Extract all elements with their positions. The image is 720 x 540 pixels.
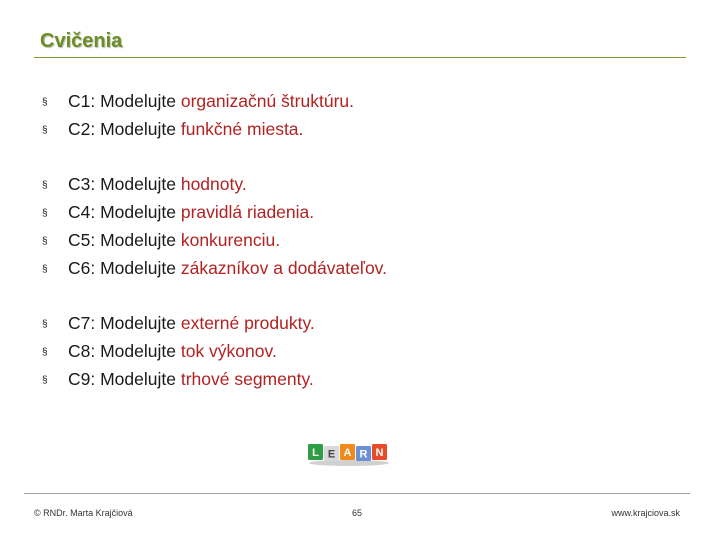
learn-block bbox=[340, 444, 355, 460]
title-divider bbox=[34, 57, 686, 58]
bullet-item bbox=[42, 339, 682, 367]
slide-title: Cvičenia bbox=[40, 30, 123, 52]
bullet-group bbox=[42, 311, 682, 395]
bullet-icon: § bbox=[42, 264, 48, 275]
bullet-highlight: trhové segmenty. bbox=[180, 369, 314, 389]
learn-block bbox=[324, 446, 339, 461]
bullet-group bbox=[42, 89, 682, 145]
bullet-icon: § bbox=[42, 125, 48, 136]
footer-author: © RNDr. Marta Krajčiová bbox=[34, 508, 133, 518]
learn-block bbox=[372, 444, 387, 460]
bullet-item bbox=[42, 89, 682, 117]
bullet-highlight: funkčné miesta. bbox=[180, 119, 304, 139]
bullet-icon: § bbox=[42, 319, 48, 330]
bullet-highlight: konkurenciu. bbox=[180, 230, 281, 250]
bullet-prefix: C4: Modelujte bbox=[68, 202, 181, 222]
bullet-item bbox=[42, 367, 682, 395]
learn-letter: A bbox=[343, 447, 352, 459]
bullet-prefix: C1: Modelujte bbox=[68, 91, 181, 111]
learn-block bbox=[356, 446, 371, 461]
bullet-highlight: zákazníkov a dodávateľov. bbox=[180, 258, 387, 278]
learn-letter: R bbox=[359, 448, 368, 461]
learn-letter: L bbox=[312, 447, 319, 459]
footer-website[interactable]: www.krajciova.sk bbox=[611, 508, 680, 518]
bullet-highlight: pravidlá riadenia. bbox=[180, 202, 315, 222]
bullet-icon: § bbox=[42, 347, 48, 358]
bullet-icon: § bbox=[42, 375, 48, 386]
bullet-highlight: organizačnú štruktúru. bbox=[180, 91, 354, 111]
learn-letter: N bbox=[375, 447, 384, 459]
bullet-group bbox=[42, 172, 682, 284]
learn-logo bbox=[306, 438, 392, 466]
bullet-icon: § bbox=[42, 97, 48, 108]
bullet-icon: § bbox=[42, 236, 48, 247]
bullet-prefix: C7: Modelujte bbox=[68, 313, 181, 333]
bullet-item bbox=[42, 200, 682, 228]
bullet-prefix: C6: Modelujte bbox=[68, 258, 181, 278]
bullet-list bbox=[42, 89, 682, 422]
bullet-item bbox=[42, 172, 682, 200]
page-number: 65 bbox=[352, 508, 363, 518]
bullet-prefix: C3: Modelujte bbox=[68, 174, 181, 194]
footer-divider bbox=[24, 493, 690, 494]
learn-letter: E bbox=[327, 448, 336, 461]
bullet-prefix: C5: Modelujte bbox=[68, 230, 181, 250]
bullet-prefix: C8: Modelujte bbox=[68, 341, 181, 361]
bullet-icon: § bbox=[42, 208, 48, 219]
bullet-item bbox=[42, 311, 682, 339]
learn-block bbox=[308, 444, 323, 460]
bullet-item bbox=[42, 228, 682, 256]
bullet-icon: § bbox=[42, 180, 48, 191]
bullet-highlight: externé produkty. bbox=[180, 313, 315, 333]
bullet-highlight: tok výkonov. bbox=[180, 341, 277, 361]
bullet-prefix: C9: Modelujte bbox=[68, 369, 181, 389]
bullet-highlight: hodnoty. bbox=[180, 174, 247, 194]
bullet-item bbox=[42, 117, 682, 145]
bullet-item bbox=[42, 256, 682, 284]
bullet-prefix: C2: Modelujte bbox=[68, 119, 181, 139]
